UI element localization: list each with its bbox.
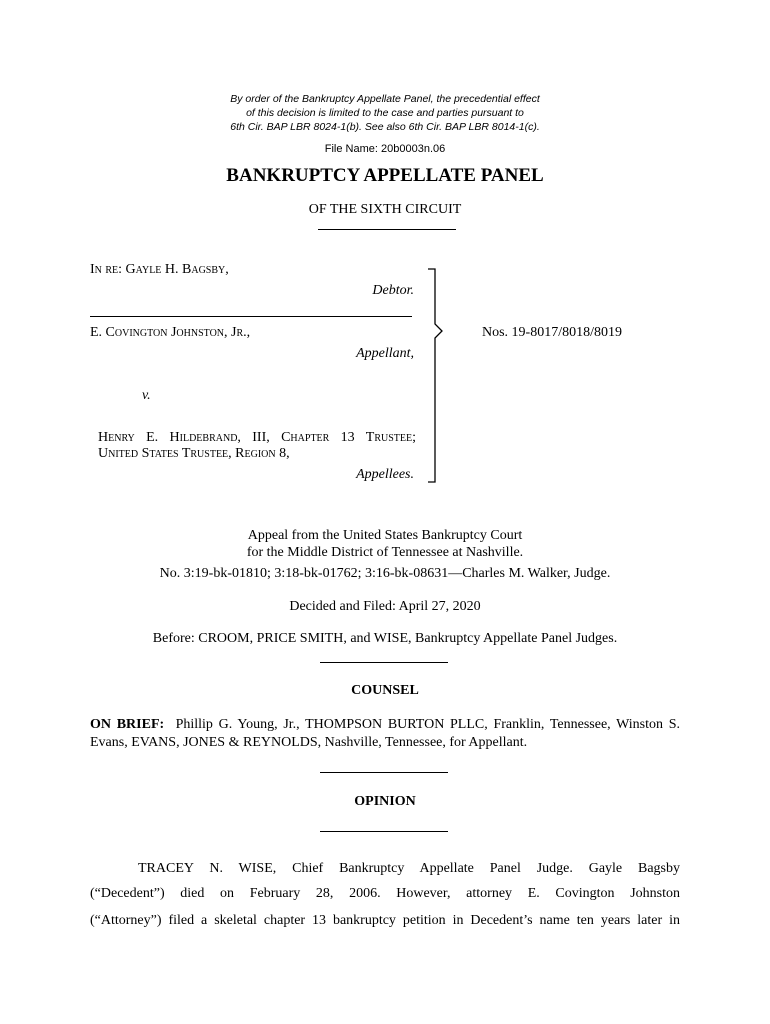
caption-separator xyxy=(90,316,412,317)
appellant-name: E. Covington Johnston, Jr., xyxy=(90,325,251,340)
decided-date: Decided and Filed: April 27, 2020 xyxy=(289,599,481,614)
notice-line-2: of this decision is limited to the case and parties pursuant to xyxy=(246,107,524,119)
counsel-heading: COUNSEL xyxy=(351,683,419,698)
notice-line-1: By order of the Bankruptcy Appellate Panel, the precedential effect xyxy=(230,93,540,105)
before-divider xyxy=(320,662,448,663)
case-numbers: Nos. 19-8017/8018/8019 xyxy=(482,325,622,340)
court-title: BANKRUPTCY APPELLATE PANEL xyxy=(226,165,544,186)
opinion-line-3: (“Attorney”) filed a skeletal chapter 13 bankruptcy petition in Decedent’s name ten years later in xyxy=(90,913,680,928)
appeal-line-3: No. 3:19-bk-01810; 3:18-bk-01762; 3:16-bk-08631—Charles M. Walker, Judge. xyxy=(159,566,611,581)
appellees-line-2: United States Trustee, Region 8, xyxy=(98,446,290,461)
on-brief-text: Phillip G. Young, Jr., THOMPSON BURTON PLLC, Franklin, Tennessee, Winston S. Evans, EVANS, JONES & REYNOLDS, Nashville, Tennessee, for Appellant. xyxy=(90,717,680,750)
appeal-line-1: Appeal from the United States Bankruptcy Court xyxy=(247,528,523,543)
versus: v. xyxy=(142,388,151,403)
opinion-divider xyxy=(320,831,448,832)
precedential-notice xyxy=(0,92,770,134)
appellees-label: Appellees. xyxy=(356,467,414,482)
notice-line-3: 6th Cir. BAP LBR 8024-1(b). See also 6th Cir. BAP LBR 8014-1(c). xyxy=(230,121,540,133)
circuit-subtitle: OF THE SIXTH CIRCUIT xyxy=(308,202,462,217)
appellees-line-1: Henry E. Hildebrand, III, Chapter 13 Trustee; xyxy=(98,430,416,445)
title-divider xyxy=(318,229,456,230)
counsel-divider xyxy=(320,772,448,773)
file-name: File Name: 20b0003n.06 xyxy=(324,143,446,155)
debtor-label: Debtor. xyxy=(372,283,414,298)
panel-judges: Before: CROOM, PRICE SMITH, and WISE, Bankruptcy Appellate Panel Judges. xyxy=(152,631,618,646)
opinion-line-2: (“Decedent”) died on February 28, 2006. However, attorney E. Covington Johnston xyxy=(90,886,680,901)
in-re-line: In re: Gayle H. Bagsby, xyxy=(90,262,229,277)
opinion-heading: OPINION xyxy=(354,794,416,809)
appeal-line-2: for the Middle District of Tennessee at Nashville. xyxy=(246,545,524,560)
opinion-line-1: TRACEY N. WISE, Chief Bankruptcy Appellate Panel Judge. Gayle Bagsby xyxy=(138,861,680,876)
counsel-on-brief xyxy=(90,716,680,752)
caption-bracket xyxy=(425,266,445,488)
on-brief-label: ON BRIEF: xyxy=(90,717,165,732)
appellant-label: Appellant, xyxy=(356,346,414,361)
